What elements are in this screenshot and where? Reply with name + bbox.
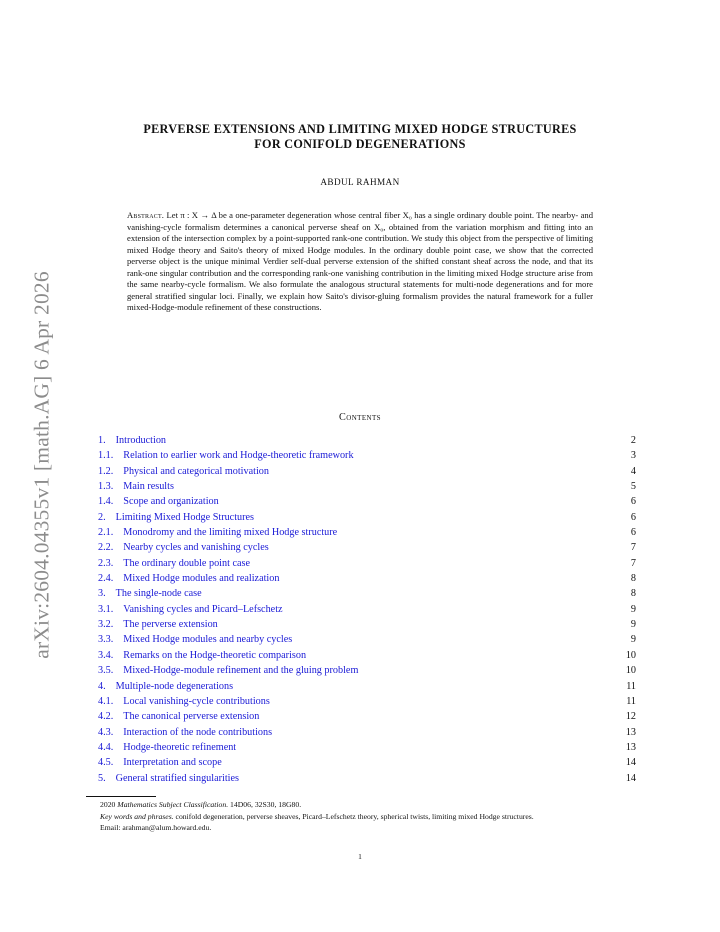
toc-entry-page: 12 (625, 711, 636, 723)
toc-entry-number[interactable]: 2.2. (98, 542, 114, 554)
toc-entry-title[interactable]: Physical and categorical motivation (123, 465, 269, 477)
toc-entry-number[interactable]: 3. (98, 588, 106, 600)
toc-entry[interactable] (98, 464, 636, 479)
msc-footnote: 2020 Mathematics Subject Classification. 14D06, 32S30, 18G80. (100, 800, 302, 809)
toc-entry-page: 11 (626, 680, 636, 692)
toc-entry-title[interactable]: Interpretation and scope (123, 757, 222, 769)
toc-entry-page: 6 (630, 496, 636, 508)
toc-entry[interactable] (98, 556, 636, 571)
toc-entry-number[interactable]: 3.5. (98, 665, 114, 677)
toc-entry[interactable] (98, 525, 636, 540)
msc-codes: 14D06, 32S30, 18G80. (228, 800, 302, 809)
toc-entry-number[interactable]: 1.4. (98, 496, 114, 508)
toc-entry[interactable] (98, 725, 636, 740)
toc-entry[interactable] (98, 602, 636, 617)
arxiv-identifier-stamp: arXiv:2604.04355v1 [math.AG] 6 Apr 2026 (29, 271, 54, 659)
toc-entry[interactable] (98, 771, 636, 786)
toc-entry-title[interactable]: Hodge-theoretic refinement (123, 741, 237, 753)
email-footnote[interactable]: Email: arahman@alum.howard.edu. (100, 823, 212, 833)
toc-entry-number[interactable]: 5. (98, 772, 106, 784)
toc-entry-page: 9 (630, 634, 636, 646)
toc-entry-title[interactable]: The perverse extension (123, 619, 218, 631)
toc-entry-title[interactable]: Nearby cycles and vanishing cycles (123, 542, 269, 554)
toc-entry-page: 8 (630, 588, 636, 600)
toc-entry-title[interactable]: Multiple-node degenerations (115, 680, 234, 692)
toc-entry-page: 7 (630, 557, 636, 569)
title-line-1: PERVERSE EXTENSIONS AND LIMITING MIXED HODGE STRUCTURES (143, 122, 577, 136)
toc-entry[interactable] (98, 663, 636, 678)
footnotes (86, 799, 635, 834)
toc-entry-number[interactable]: 4.2. (98, 711, 114, 723)
toc-entry-number[interactable]: 2.3. (98, 557, 114, 569)
toc-entry-page: 2 (630, 435, 636, 446)
toc-entry-page: 14 (625, 772, 636, 784)
toc-entry-page: 6 (630, 511, 636, 523)
toc-entry-page: 4 (630, 465, 636, 477)
toc-entry-number[interactable]: 1. (98, 435, 106, 446)
paper-title (80, 122, 640, 152)
toc-entry-title[interactable]: Monodromy and the limiting mixed Hodge structure (123, 527, 338, 539)
toc-entry-page: 7 (630, 542, 636, 554)
toc-entry[interactable] (98, 632, 636, 647)
toc-entry-number[interactable]: 4.4. (98, 741, 114, 753)
toc-entry-number[interactable]: 1.3. (98, 481, 114, 493)
toc-entry-title[interactable]: Mixed-Hodge-module refinement and the gluing problem (123, 665, 359, 677)
toc-entry-title[interactable]: Relation to earlier work and Hodge-theoretic framework (123, 450, 354, 462)
toc-entry-number[interactable]: 2.4. (98, 573, 114, 585)
toc-entry[interactable] (98, 709, 636, 724)
abstract-text: Let π : X → Δ be a one-parameter degeneration whose central fiber X₀ has a single ordinary double point. The nearby- and vanishing-cycle formalism determines a canonical perverse sheaf on X₀, obtained from the variation morphism and fitting into an extension of the intersection complex by a point-supported rank-one contribution. We study this object from the perspective of limiting mixed Hodge theory and Saito's theory of mixed Hodge modules. In the ordinary double point case, we show that the corrected perverse object is the unique minimal Verdier self-dual perverse extension of the shifted constant sheaf across the node, and that its rank-one singular contribution and the corresponding rank-one vanishing contribution in the limiting mixed Hodge structure arise from the same nearby-cycle formalism. We also formulate the analogous structural statements for multi-node degenerations and for more general stratified singular loci. Finally, we explain how Saito's divisor-gluing formalism provides the natural framework for a fuller mixed-Hodge-module refinement of these constructions. (127, 210, 593, 313)
toc-entry[interactable] (98, 586, 636, 601)
toc-entry-title[interactable]: Remarks on the Hodge-theoretic comparison (123, 649, 307, 661)
toc-entry-number[interactable]: 4.5. (98, 757, 114, 769)
toc-entry-title[interactable]: General stratified singularities (115, 772, 239, 784)
toc-entry-title[interactable]: Main results (123, 481, 174, 493)
toc-entry[interactable] (98, 694, 636, 709)
toc-entry-page: 13 (625, 726, 636, 738)
toc-entry-page: 9 (630, 619, 636, 631)
toc-entry[interactable] (98, 571, 636, 586)
toc-entry-title[interactable]: Scope and organization (123, 496, 219, 508)
toc-entry[interactable] (98, 740, 636, 755)
toc-entry-title[interactable]: Mixed Hodge modules and realization (123, 573, 280, 585)
toc-entry-number[interactable]: 4.1. (98, 695, 114, 707)
author-name: ABDUL RAHMAN (320, 177, 400, 187)
toc-entry[interactable] (98, 679, 636, 694)
toc-entry[interactable] (98, 433, 636, 448)
toc-entry-page: 3 (630, 450, 636, 462)
toc-entry-page: 10 (625, 665, 636, 677)
footnote-rule (86, 796, 156, 797)
toc-entry-number[interactable]: 3.1. (98, 603, 114, 615)
table-of-contents (98, 433, 636, 786)
toc-entry-number[interactable]: 3.4. (98, 649, 114, 661)
abstract (127, 210, 593, 314)
toc-entry-number[interactable]: 4. (98, 680, 106, 692)
toc-entry-title[interactable]: Local vanishing-cycle contributions (123, 695, 270, 707)
toc-entry-number[interactable]: 2.1. (98, 527, 114, 539)
toc-entry[interactable] (98, 494, 636, 509)
toc-entry-number[interactable]: 4.3. (98, 726, 114, 738)
page-number: 1 (358, 852, 362, 861)
toc-entry[interactable] (98, 755, 636, 770)
abstract-label: Abstract. (127, 210, 165, 220)
toc-entry[interactable] (98, 510, 636, 525)
toc-entry-title[interactable]: Interaction of the node contributions (123, 726, 273, 738)
toc-entry-title[interactable]: Vanishing cycles and Picard–Lefschetz (123, 603, 283, 615)
toc-entry-number[interactable]: 3.3. (98, 634, 114, 646)
toc-entry-page: 6 (630, 527, 636, 539)
toc-entry-number[interactable]: 3.2. (98, 619, 114, 631)
title-line-2: FOR CONIFOLD DEGENERATIONS (254, 137, 466, 151)
keywords-text: conifold degeneration, perverse sheaves, Picard–Lefschetz theory, spherical twists, limiting mixed Hodge structures. (173, 811, 534, 821)
toc-entry-page: 9 (630, 603, 636, 615)
toc-entry[interactable] (98, 617, 636, 632)
toc-entry-title[interactable]: Introduction (115, 435, 167, 446)
toc-entry-title[interactable]: Limiting Mixed Hodge Structures (115, 511, 255, 523)
toc-entry-number[interactable]: 1.1. (98, 450, 114, 462)
toc-entry-number[interactable]: 1.2. (98, 465, 114, 477)
toc-entry[interactable] (98, 448, 636, 463)
contents-heading: Contents (339, 412, 381, 423)
toc-entry-number[interactable]: 2. (98, 511, 106, 523)
toc-entry-page: 13 (625, 741, 636, 753)
toc-entry-page: 11 (626, 695, 636, 707)
toc-entry-title[interactable]: The canonical perverse extension (123, 711, 260, 723)
keywords-label: Key words and phrases. (100, 811, 174, 821)
toc-entry-title[interactable]: The ordinary double point case (123, 557, 251, 569)
toc-entry-page: 5 (630, 481, 636, 493)
toc-entry-page: 10 (625, 649, 636, 661)
toc-entry-page: 14 (625, 757, 636, 769)
msc-label: Mathematics Subject Classification. (117, 800, 229, 809)
toc-entry-title[interactable]: Mixed Hodge modules and nearby cycles (123, 634, 293, 646)
toc-entry-page: 8 (630, 573, 636, 585)
toc-entry-title[interactable]: The single-node case (115, 588, 202, 600)
toc-entry[interactable] (98, 540, 636, 555)
keywords-footnote (86, 811, 635, 823)
toc-entry[interactable] (98, 479, 636, 494)
toc-entry[interactable] (98, 648, 636, 663)
